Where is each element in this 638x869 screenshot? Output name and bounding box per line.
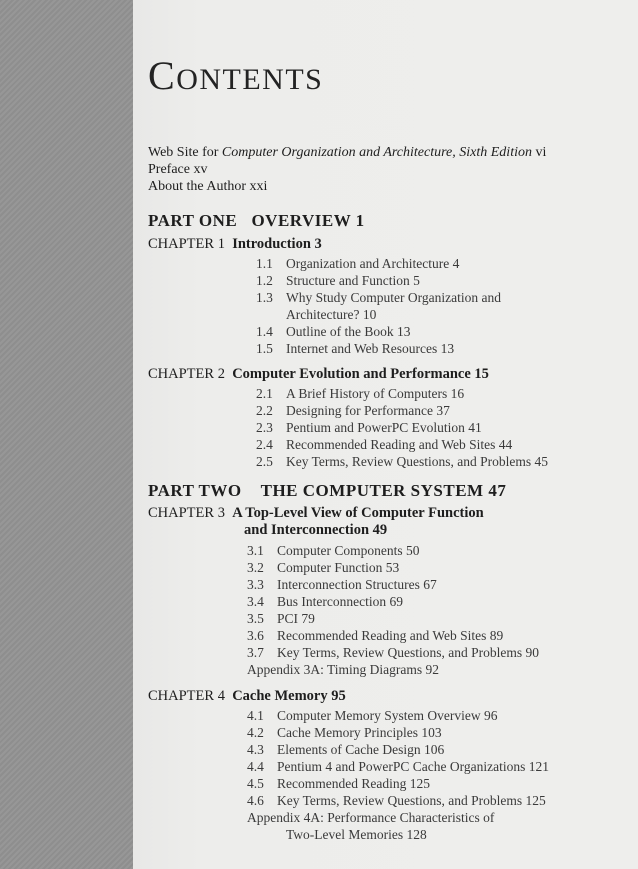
page-number: 106 [423, 742, 445, 757]
page-number: 95 [331, 688, 346, 704]
page-number: 121 [528, 759, 549, 774]
page-number: 125 [409, 776, 430, 791]
title-initial: C [148, 53, 177, 98]
part-heading: PART TWO THE COMPUTER SYSTEM 47 [148, 481, 507, 500]
page-number: 45 [534, 454, 549, 469]
section-entry: 2.1 A Brief History of Computers 16 [256, 386, 465, 401]
chapter-heading: CHAPTER 1 Introduction 3 [148, 236, 322, 252]
page-number: xxi [249, 179, 268, 194]
page-number: 3 [314, 236, 322, 252]
chapter-heading: CHAPTER 2 Computer Evolution and Performance 15 [148, 366, 489, 382]
section-entry: 4.3 Elements of Cache Design 106 [247, 742, 445, 757]
page-title [148, 52, 323, 99]
page-number: xv [193, 162, 208, 177]
page-number: 1 [355, 211, 365, 230]
toc-entry-about-author: About the Author xxi [148, 179, 268, 194]
page-number: 4 [452, 256, 460, 271]
section-entry: 4.1 Computer Memory System Overview 96 [247, 708, 498, 723]
chapter-heading: CHAPTER 4 Cache Memory 95 [148, 688, 346, 704]
section-entry: 4.6 Key Terms, Review Questions, and Problems 125 [247, 793, 546, 808]
section-entry-continued: Architecture? 10 [286, 307, 377, 322]
section-entry: 2.5 Key Terms, Review Questions, and Problems 45 [256, 454, 549, 469]
section-entry: 1.3 Why Study Computer Organization and [256, 290, 501, 305]
section-entry: 3.1 Computer Components 50 [247, 543, 420, 558]
appendix-entry: Appendix 4A: Performance Characteristics of [247, 810, 495, 825]
page-number: vi [535, 145, 547, 160]
page-number: 16 [450, 386, 465, 401]
section-entry: 3.4 Bus Interconnection 69 [247, 594, 403, 609]
section-entry: 1.1 Organization and Architecture 4 [256, 256, 460, 271]
page-number: 69 [389, 594, 403, 609]
page-number: 53 [385, 560, 400, 575]
chapter-heading-continued: and Interconnection 49 [244, 522, 388, 538]
page-number: 79 [301, 611, 315, 626]
section-entry: 1.4 Outline of the Book 13 [256, 324, 411, 339]
chapter-heading: CHAPTER 3 A Top-Level View of Computer Function [148, 505, 484, 521]
page-number: 125 [525, 793, 546, 808]
toc-entry-website: Web Site for Computer Organization and Architecture, Sixth Edition vi [148, 145, 547, 160]
page-number: 37 [436, 403, 450, 418]
section-entry: 4.5 Recommended Reading 125 [247, 776, 430, 791]
toc-entry-preface: Preface xv [148, 162, 208, 177]
section-entry: 3.2 Computer Function 53 [247, 560, 400, 575]
page-number: 13 [440, 341, 455, 356]
page-number: 5 [413, 273, 420, 288]
page-number: 13 [397, 324, 411, 339]
page-number: 92 [425, 662, 440, 677]
section-entry: 4.2 Cache Memory Principles 103 [247, 725, 442, 740]
page-number: 67 [423, 577, 437, 592]
page-number: 15 [474, 366, 489, 382]
page-number: 10 [362, 307, 377, 322]
section-entry: 3.5 PCI 79 [247, 611, 315, 626]
page-number: 103 [421, 725, 442, 740]
section-entry: 3.7 Key Terms, Review Questions, and Problems 90 [247, 645, 540, 660]
page-number: 89 [489, 628, 504, 643]
book-title-italic: Computer Organization and Architecture, Sixth Edition [221, 145, 532, 160]
page-number: 50 [406, 543, 420, 558]
page-number: 44 [498, 437, 513, 452]
appendix-entry-continued: Two-Level Memories 128 [286, 827, 427, 842]
appendix-entry: Appendix 3A: Timing Diagrams 92 [247, 662, 440, 677]
part-heading: PART ONE OVERVIEW 1 [148, 211, 365, 230]
title-rest: ONTENTS [176, 63, 324, 96]
section-entry: 2.4 Recommended Reading and Web Sites 44 [256, 437, 513, 452]
section-entry: 2.3 Pentium and PowerPC Evolution 41 [256, 420, 482, 435]
section-entry: 1.2 Structure and Function 5 [256, 273, 420, 288]
page-number: 128 [406, 827, 427, 842]
page-number: 96 [483, 708, 498, 723]
page-number: 47 [488, 481, 507, 500]
section-entry: 3.6 Recommended Reading and Web Sites 89 [247, 628, 504, 643]
section-entry: 2.2 Designing for Performance 37 [256, 403, 450, 418]
page-number: 49 [372, 522, 388, 538]
section-entry: 3.3 Interconnection Structures 67 [247, 577, 437, 592]
page-number: 41 [468, 420, 482, 435]
gray-margin-bar [0, 0, 133, 869]
page-number: 90 [525, 645, 540, 660]
section-entry: 4.4 Pentium 4 and PowerPC Cache Organizations 121 [247, 759, 549, 774]
section-entry: 1.5 Internet and Web Resources 13 [256, 341, 455, 356]
